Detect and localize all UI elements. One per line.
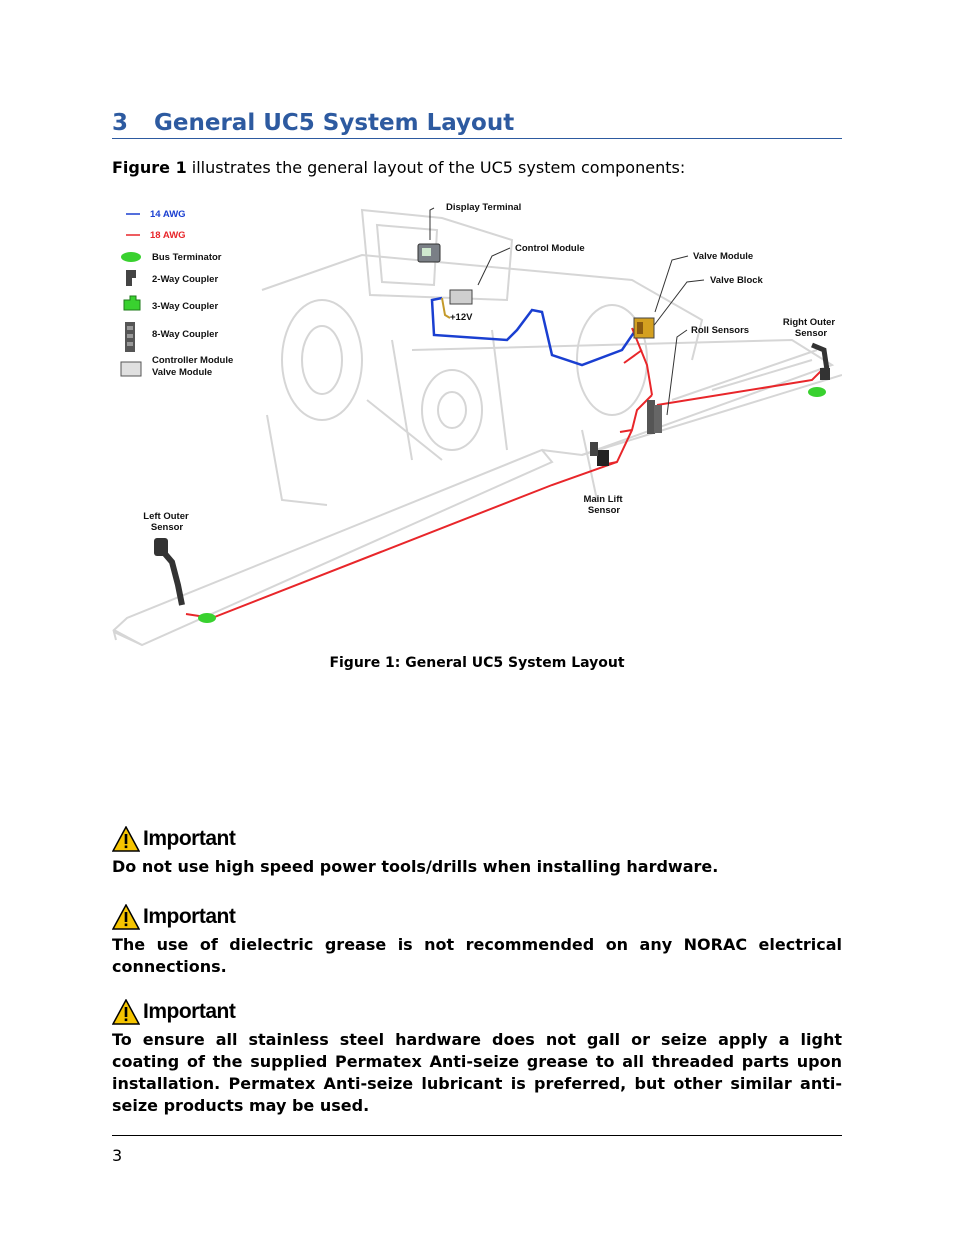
bus-terminator-left	[198, 613, 216, 623]
label-plus12v: +12V	[450, 312, 473, 323]
section-number: 3	[112, 110, 129, 136]
label-main-lift-sensor: Main Lift	[583, 494, 623, 505]
important-title: Important	[143, 827, 236, 850]
important-text: The use of dielectric grease is not recommended on any NORAC electrical connections.	[112, 935, 842, 976]
bus-terminator-right	[808, 387, 826, 397]
label-main-lift-sensor-line2: Sensor	[587, 505, 621, 516]
legend-label-8way: 8-Way Coupler	[152, 329, 219, 340]
legend-label-2way: 2-Way Coupler	[152, 274, 219, 285]
warning-icon	[112, 826, 140, 852]
intro-paragraph	[112, 158, 685, 177]
warning-icon	[112, 999, 140, 1025]
section-title: General UC5 System Layout	[154, 110, 515, 136]
footer-divider	[112, 1135, 842, 1136]
bus-terminator-icon	[121, 252, 141, 262]
label-valve-module: Valve Module	[693, 251, 754, 262]
figure-caption: Figure 1: General UC5 System Layout	[329, 655, 625, 671]
legend-label-3way: 3-Way Coupler	[152, 301, 219, 312]
label-control-module: Control Module	[515, 243, 585, 254]
important-title: Important	[143, 1000, 236, 1023]
label-left-outer-sensor-line2: Sensor	[150, 522, 184, 533]
warning-icon	[112, 904, 140, 930]
legend-label-bus-terminator: Bus Terminator	[152, 252, 222, 263]
label-display-terminal: Display Terminal	[446, 202, 522, 213]
figure-reference: Figure 1	[112, 158, 187, 177]
important-note-3	[112, 997, 842, 1117]
important-title: Important	[143, 905, 236, 928]
eight-way-couplers	[647, 400, 662, 434]
display-terminal	[418, 244, 440, 262]
important-note-2	[112, 902, 842, 978]
section-heading	[112, 110, 842, 139]
legend-label-14awg: 14 AWG	[150, 209, 186, 220]
legend-label-controller-module: Controller Module	[152, 355, 234, 366]
label-left-outer-sensor: Left Outer	[143, 511, 189, 522]
intro-text: illustrates the general layout of the UC5 system components:	[186, 158, 686, 177]
legend-label-18awg: 18 AWG	[150, 230, 186, 241]
control-module	[450, 290, 472, 304]
important-note-1	[112, 824, 842, 878]
label-right-outer-sensor-line2: Sensor	[794, 328, 828, 339]
important-text: To ensure all stainless steel hardware does not gall or seize apply a light coating of the supplied Permatex Anti-seize grease to all threaded parts upon installation. Permatex Anti-seize lubricant is preferred, but other similar anti-seize products may be used.	[112, 1030, 842, 1115]
module-icon	[121, 362, 141, 376]
legend-label-valve-module: Valve Module	[152, 367, 213, 378]
label-right-outer-sensor: Right Outer	[782, 317, 836, 328]
system-layout-figure	[112, 200, 842, 648]
system-layout-diagram	[112, 200, 842, 648]
page-number: 3	[112, 1146, 123, 1165]
valve-block	[634, 318, 654, 338]
label-valve-block: Valve Block	[710, 275, 763, 286]
label-roll-sensors: Roll Sensors	[691, 325, 750, 336]
important-text: Do not use high speed power tools/drills when installing hardware.	[112, 857, 719, 876]
